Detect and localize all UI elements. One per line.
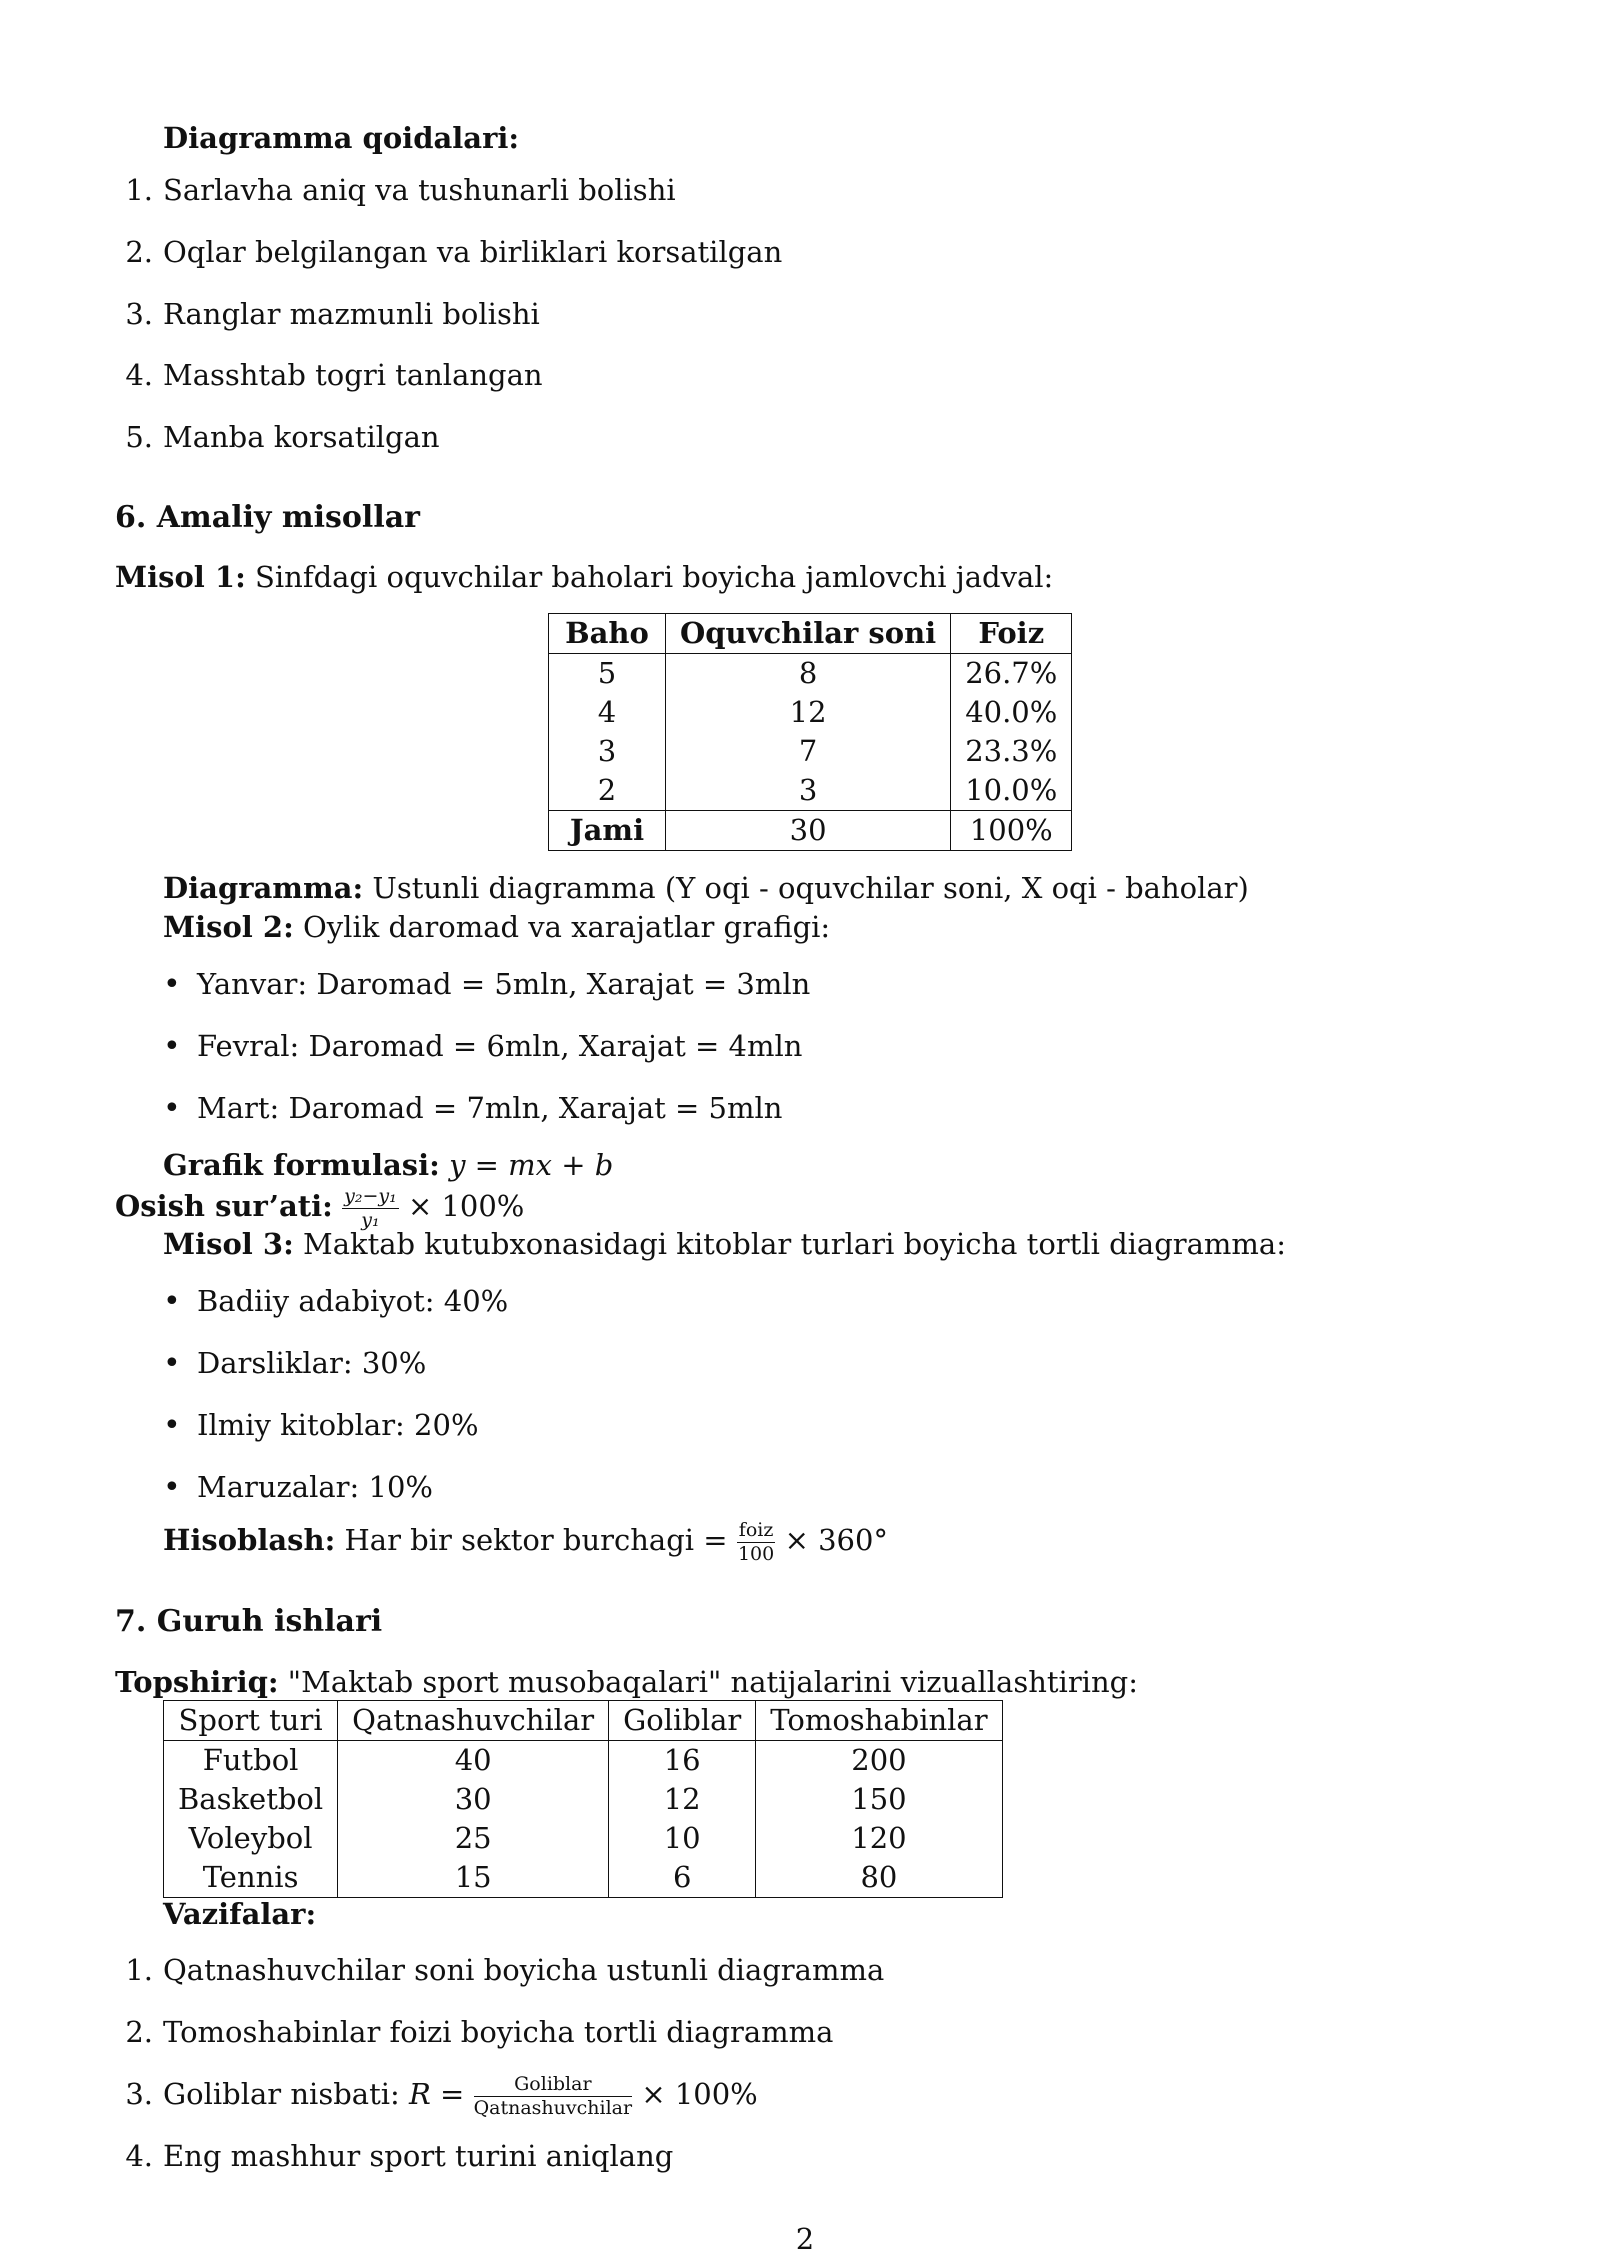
grades-table bbox=[548, 613, 1072, 851]
task-item-4: 4. Eng mashhur sport turini aniqlang bbox=[125, 2139, 674, 2173]
page-number: 2 bbox=[795, 2222, 815, 2256]
diagram-line: Diagramma: Ustunli diagramma (Y oqi - oquvchilar soni, X oqi - baholar) bbox=[163, 871, 1249, 905]
bullet-item: • Yanvar: Daromad = 5mln, Xarajat = 3mln bbox=[163, 964, 810, 1005]
rule-item-4: 4. Masshtab togri tanlangan bbox=[125, 358, 543, 392]
sector-fraction: $\frac{\text{foiz}}{100}$ bbox=[737, 1518, 775, 1565]
rule-item-5: 5. Manba korsatilgan bbox=[125, 420, 440, 454]
table-header: Goliblar bbox=[609, 1701, 756, 1741]
sport-table bbox=[163, 1700, 1003, 1898]
bullet-item: • Darsliklar: 30% bbox=[163, 1343, 426, 1384]
bullet-icon: • bbox=[163, 1408, 181, 1443]
rule-item-1: 1. Sarlavha aniq va tushunarli bolishi bbox=[125, 173, 676, 207]
table-row: 2 3 10.0% bbox=[549, 771, 1072, 811]
task-line: Topshiriq: "Maktab sport musobaqalari" natijalarini vizuallashtiring: bbox=[115, 1665, 1138, 1699]
table-header-row bbox=[164, 1701, 1003, 1741]
table-row: 4 12 40.0% bbox=[549, 693, 1072, 732]
task-item-2: 2. Tomoshabinlar foizi boyicha tortli diagramma bbox=[125, 2015, 834, 2049]
growth-fraction: $\frac{\text{y₂−y₁}}{\text{y₁}}$ bbox=[344, 1184, 397, 1231]
table-header: Tomoshabinlar bbox=[756, 1701, 1002, 1741]
table-row: Futbol 40 16 200 bbox=[164, 1741, 1003, 1781]
bullet-item: • Badiiy adabiyot: 40% bbox=[163, 1281, 508, 1322]
growth-rate-line: Osish sur’ati: $\frac{\text{y₂−y₁}}{\text{y₁}}$ × 100% bbox=[115, 1184, 525, 1231]
calculation-line: Hisoblash: Har bir sektor burchagi = $\frac{\text{foiz}}{100}$ × 360° bbox=[163, 1518, 888, 1565]
section-7-title: 7. Guruh ishlari bbox=[115, 1604, 383, 1639]
bullet-icon: • bbox=[163, 967, 181, 1002]
bullet-icon: • bbox=[163, 1470, 181, 1505]
table-row: Voleybol 25 10 120 bbox=[164, 1819, 1003, 1858]
ratio-fraction: $\frac{\text{Goliblar}}{\text{Qatnashuvchilar}}$ bbox=[473, 2072, 633, 2119]
bullet-item: • Ilmiy kitoblar: 20% bbox=[163, 1405, 479, 1446]
table-header: Sport turi bbox=[164, 1701, 338, 1741]
example-2-line: Misol 2: Oylik daromad va xarajatlar grafigi: bbox=[163, 910, 831, 944]
example-1-line: Misol 1: Sinfdagi oquvchilar baholari boyicha jamlovchi jadval: bbox=[115, 560, 1054, 594]
task-item-1: 1. Qatnashuvchilar soni boyicha ustunli diagramma bbox=[125, 1953, 885, 1987]
table-row: Basketbol 30 12 150 bbox=[164, 1780, 1003, 1819]
bullet-item: • Fevral: Daromad = 6mln, Xarajat = 4mln bbox=[163, 1026, 802, 1067]
tasks-heading: Vazifalar: bbox=[163, 1897, 317, 1931]
task-item-3: 3. Goliblar nisbati: R = $\frac{\text{Goliblar}}{\text{Qatnashuvchilar}}$ × 100% bbox=[125, 2072, 758, 2119]
rules-heading: Diagramma qoidalari: bbox=[163, 121, 520, 155]
table-total-row: Jami 30 100% bbox=[549, 811, 1072, 851]
bullet-icon: • bbox=[163, 1284, 181, 1319]
bullet-icon: • bbox=[163, 1091, 181, 1126]
bullet-item: • Mart: Daromad = 7mln, Xarajat = 5mln bbox=[163, 1088, 782, 1129]
rule-item-3: 3. Ranglar mazmunli bolishi bbox=[125, 297, 540, 331]
table-row: Tennis 15 6 80 bbox=[164, 1858, 1003, 1898]
table-row: 3 7 23.3% bbox=[549, 732, 1072, 771]
formula-line: Grafik formulasi: y = mx + b bbox=[163, 1148, 614, 1182]
table-header: Foiz bbox=[951, 614, 1072, 654]
table-header: Baho bbox=[549, 614, 666, 654]
bullet-item: • Maruzalar: 10% bbox=[163, 1467, 433, 1508]
bullet-icon: • bbox=[163, 1346, 181, 1381]
table-header: Qatnashuvchilar bbox=[338, 1701, 609, 1741]
bullet-icon: • bbox=[163, 1029, 181, 1064]
table-header: Oquvchilar soni bbox=[666, 614, 951, 654]
table-header-row bbox=[549, 614, 1072, 654]
example-3-line: Misol 3: Maktab kutubxonasidagi kitoblar turlari boyicha tortli diagramma: bbox=[163, 1227, 1286, 1261]
section-6-title: 6. Amaliy misollar bbox=[115, 500, 420, 535]
table-row: 5 8 26.7% bbox=[549, 654, 1072, 694]
rule-item-2: 2. Oqlar belgilangan va birliklari korsatilgan bbox=[125, 235, 783, 269]
